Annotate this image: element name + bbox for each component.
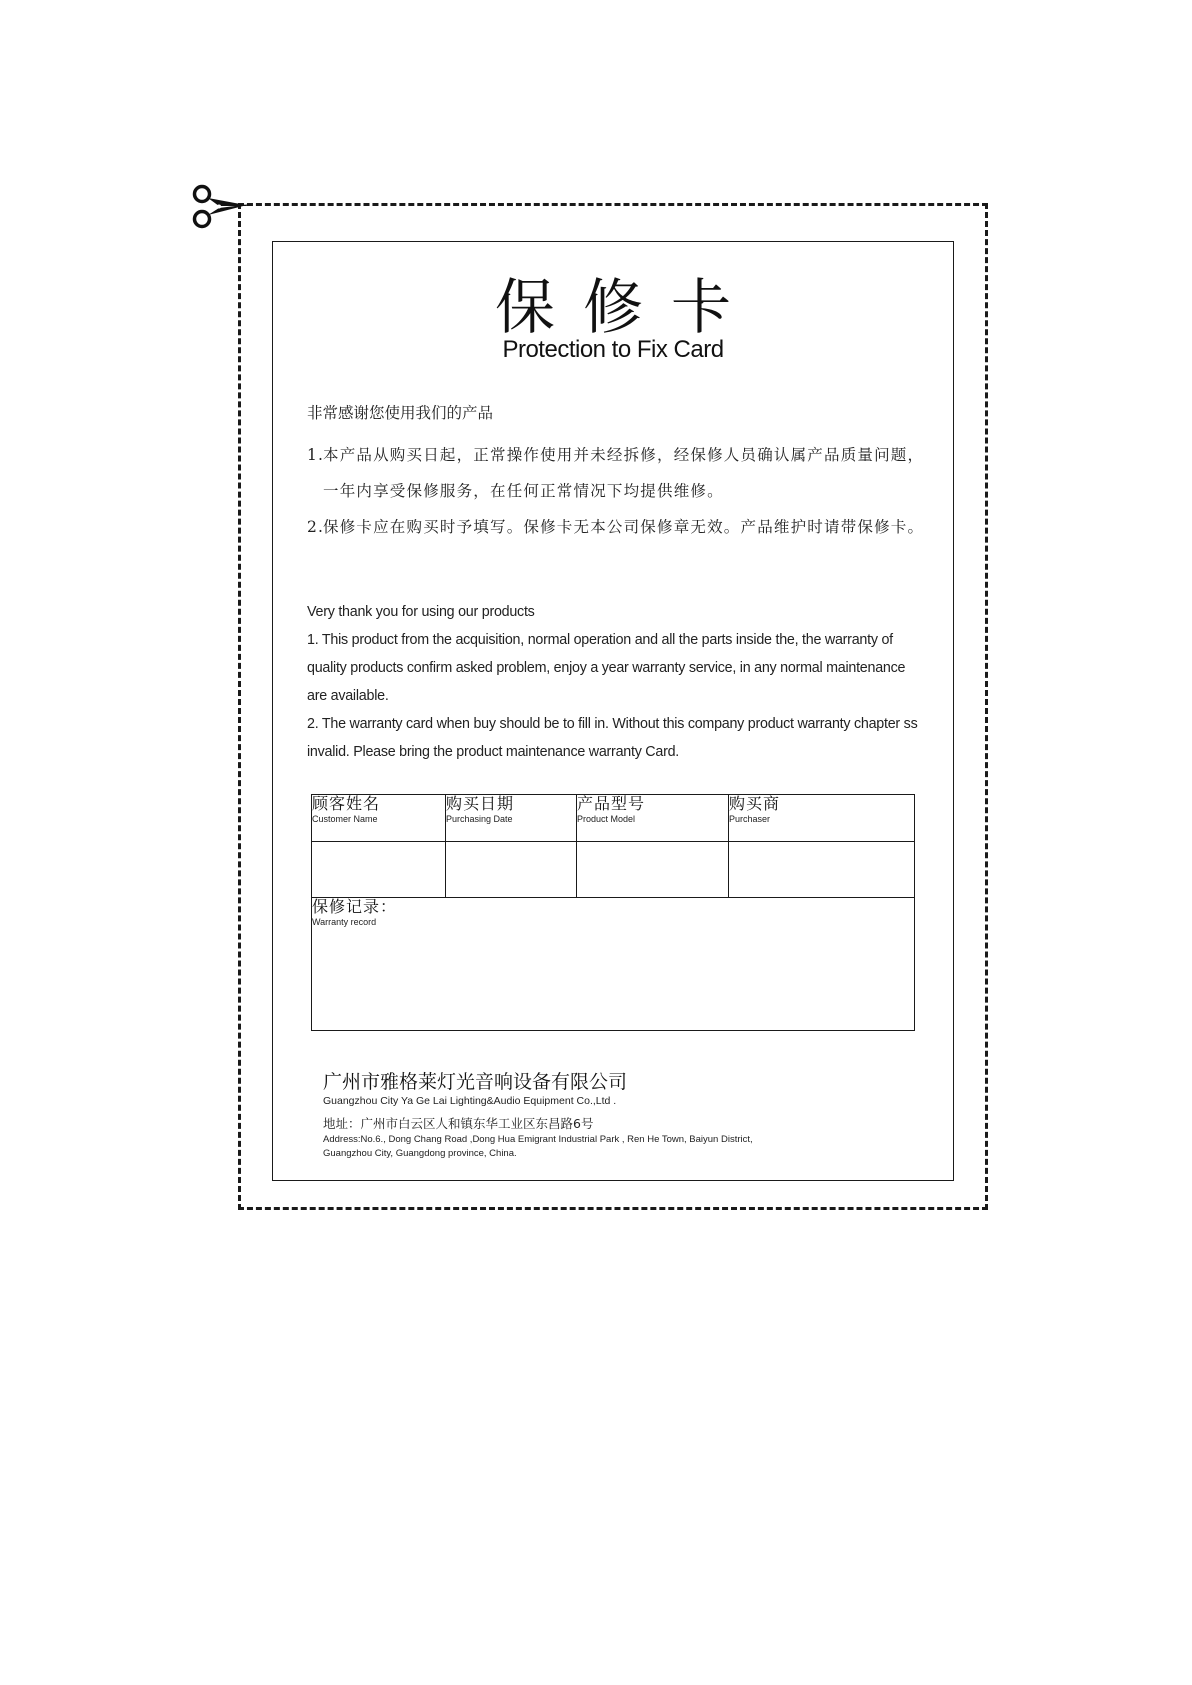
- company-name-cn: 广州市雅格莱灯光音响设备有限公司: [323, 1071, 628, 1093]
- term-cn-2: [307, 509, 925, 545]
- thanks-cn: 非常感谢您使用我们的产品: [307, 404, 494, 422]
- customer-name-header: [312, 795, 446, 842]
- term-number: 2.: [307, 518, 325, 536]
- purchasing-date-header: [446, 795, 577, 842]
- warranty-record-row: [312, 897, 915, 1030]
- term-text: 本产品从购买日起，正常操作使用并未经拆修，经保修人员确认属产品质量问题，一年内享受保修服务，在任何正常情况下均提供维修。: [323, 446, 925, 500]
- address-en-line2: Guangzhou City, Guangdong province, China.: [323, 1148, 517, 1159]
- customer-name-field[interactable]: [312, 841, 446, 897]
- term-en-1: 1. This product from the acquisition, normal operation and all the parts inside the, the warranty of quality products confirm asked problem, enjoy a year warranty service, in any normal maintenance are available.: [307, 632, 906, 704]
- address-cn: 地址：广州市白云区人和镇东华工业区东昌路6号: [323, 1116, 594, 1131]
- purchasing-date-field[interactable]: [446, 841, 577, 897]
- term-en-2: 2. The warranty card when buy should be to fill in. Without this company product warranty chapter ss invalid. Please bring the product maintenance warranty Card.: [307, 716, 918, 760]
- warranty-info-table: [311, 794, 915, 1031]
- thanks-en: Very thank you for using our products: [307, 604, 535, 620]
- term-text: 保修卡应在购买时予填写。保修卡无本公司保修章无效。产品维护时请带保修卡。: [323, 518, 925, 536]
- warranty-card: [272, 241, 954, 1181]
- terms-cn: [307, 401, 925, 545]
- header-en: Product Model: [577, 814, 636, 824]
- warranty-record-field[interactable]: [312, 897, 915, 1030]
- table-entry-row: [312, 841, 915, 897]
- header-cn: 顾客姓名: [312, 794, 381, 813]
- record-label-en: Warranty record: [312, 916, 377, 927]
- header-cn: 购买日期: [446, 794, 515, 813]
- company-info: [323, 1070, 933, 1161]
- table-header-row: [312, 795, 915, 842]
- address-en-line1: Address:No.6., Dong Chang Road ,Dong Hua Emigrant Industrial Park , Ren He Town, Baiyun District,: [323, 1134, 753, 1145]
- term-number: 1.: [307, 446, 325, 464]
- header-en: Purchaser: [729, 814, 771, 824]
- card-title-cn: 保修卡: [495, 273, 759, 343]
- header-cn: 购买商: [729, 794, 781, 813]
- header-en: Customer Name: [312, 814, 378, 824]
- header-en: Purchasing Date: [446, 814, 513, 824]
- product-model-field[interactable]: [577, 841, 729, 897]
- company-name-en: Guangzhou City Ya Ge Lai Lighting&Audio Equipment Co.,Ltd .: [323, 1095, 617, 1107]
- purchaser-field[interactable]: [729, 841, 915, 897]
- purchaser-header: [729, 795, 915, 842]
- scissors-icon: [189, 182, 259, 230]
- terms-en: [307, 598, 927, 766]
- header-cn: 产品型号: [577, 794, 646, 813]
- card-title-en: Protection to Fix Card: [502, 336, 724, 363]
- record-label-cn: 保修记录：: [312, 896, 398, 916]
- product-model-header: [577, 795, 729, 842]
- term-cn-1: [307, 437, 925, 509]
